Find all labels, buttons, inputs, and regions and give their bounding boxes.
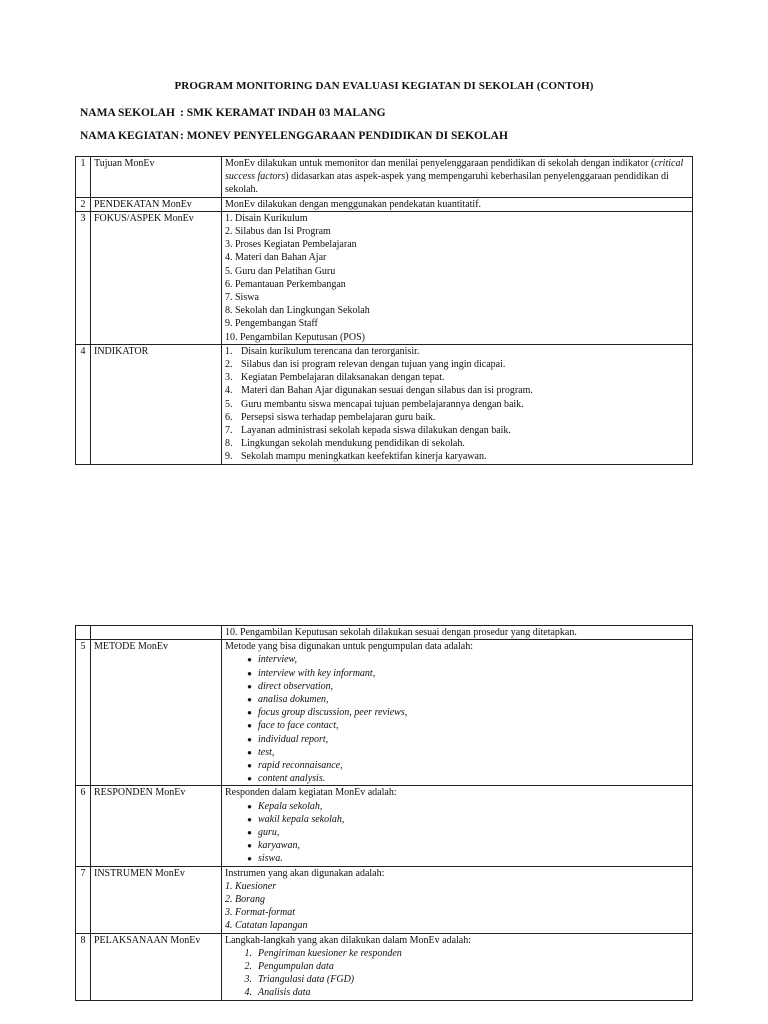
list-item bbox=[225, 772, 689, 785]
list-text: rapid reconnaisance, bbox=[258, 760, 343, 772]
list-number: 3. bbox=[225, 372, 233, 384]
bullet-icon: ● bbox=[247, 668, 252, 678]
list-text: Triangulasi data (FGD) bbox=[258, 974, 355, 986]
tujuan-text-a: MonEv dilakukan untuk memonitor dan menilai penyelenggaraan pendidikan di sekolah dengan indikator ( bbox=[225, 158, 655, 169]
row-content bbox=[222, 866, 693, 933]
list-item: 1. Kuesioner bbox=[225, 880, 277, 892]
list-number: 2. bbox=[244, 961, 252, 973]
row-content bbox=[222, 640, 693, 786]
list-number: 3. bbox=[244, 974, 252, 986]
row-number: 7 bbox=[76, 866, 91, 933]
row-content bbox=[222, 157, 693, 198]
row-number: 4 bbox=[76, 344, 91, 464]
list-item: 7. Siswa bbox=[225, 292, 259, 304]
table-row-pelaksanaan bbox=[76, 933, 693, 1000]
instrumen-intro: Instrumen yang akan digunakan adalah: bbox=[225, 867, 385, 879]
list-item bbox=[225, 973, 689, 986]
school-name-label: NAMA SEKOLAH bbox=[80, 107, 175, 119]
list-item bbox=[225, 358, 689, 371]
row-label: RESPONDEN MonEv bbox=[91, 786, 222, 866]
school-name-value: : SMK KERAMAT INDAH 03 MALANG bbox=[180, 107, 386, 119]
row-label: METODE MonEv bbox=[91, 640, 222, 786]
list-text: Layanan administrasi sekolah kepada siswa dilakukan dengan baik. bbox=[241, 425, 511, 437]
list-item bbox=[225, 424, 689, 437]
list-text: Guru membantu siswa mencapai tujuan pembelajarannya dengan baik. bbox=[241, 398, 524, 410]
bullet-icon: ● bbox=[247, 854, 252, 864]
list-item bbox=[225, 947, 689, 960]
list-item bbox=[225, 371, 689, 384]
monev-table-part-2 bbox=[75, 625, 693, 1001]
list-number: 5. bbox=[225, 398, 233, 410]
row-number-empty bbox=[76, 626, 91, 640]
list-text: Kegiatan Pembelajaran dilaksanakan dengan tepat. bbox=[241, 372, 445, 384]
row-label: Tujuan MonEv bbox=[91, 157, 222, 198]
bullet-icon: ● bbox=[247, 761, 252, 771]
bullet-icon: ● bbox=[247, 734, 252, 744]
table-row-metode bbox=[76, 640, 693, 786]
list-text: interview, bbox=[258, 654, 297, 666]
pelaksanaan-list bbox=[225, 947, 689, 1000]
row-label: INDIKATOR bbox=[91, 344, 222, 464]
list-number: 4. bbox=[244, 987, 252, 999]
list-text: interview with key informant, bbox=[258, 667, 376, 679]
list-item bbox=[225, 706, 689, 719]
row-content: MonEv dilakukan dengan menggunakan pendekatan kuantitatif. bbox=[222, 197, 693, 211]
list-item bbox=[225, 693, 689, 706]
list-number: 7. bbox=[225, 425, 233, 437]
list-item: 2. Silabus dan Isi Program bbox=[225, 226, 331, 238]
bullet-icon: ● bbox=[247, 774, 252, 784]
list-number: 1. bbox=[225, 345, 233, 357]
list-item bbox=[225, 680, 689, 693]
activity-name-line bbox=[80, 130, 508, 142]
list-number: 8. bbox=[225, 438, 233, 450]
list-text: Disain kurikulum terencana dan terorganisir. bbox=[241, 345, 420, 357]
list-item bbox=[225, 411, 689, 424]
list-text: content analysis. bbox=[258, 773, 326, 785]
list-item bbox=[225, 759, 689, 772]
list-item: 2. Borang bbox=[225, 894, 265, 906]
bullet-icon: ● bbox=[247, 721, 252, 731]
row-content bbox=[222, 933, 693, 1000]
row-number: 2 bbox=[76, 197, 91, 211]
list-number: 6. bbox=[225, 411, 233, 423]
bullet-icon: ● bbox=[247, 681, 252, 691]
metode-list bbox=[225, 653, 689, 785]
list-item bbox=[225, 667, 689, 680]
table-row-indikator bbox=[76, 344, 693, 464]
list-text: individual report, bbox=[258, 733, 329, 745]
list-item: 10. Pengambilan Keputusan (POS) bbox=[225, 331, 365, 343]
table-row-instrumen bbox=[76, 866, 693, 933]
list-item: 3. Format-format bbox=[225, 907, 295, 919]
list-item bbox=[225, 746, 689, 759]
list-item bbox=[225, 826, 689, 839]
list-text: Pengumpulan data bbox=[258, 961, 334, 973]
list-text: wakil kepala sekolah, bbox=[258, 813, 345, 825]
list-item bbox=[225, 437, 689, 450]
row-label: FOKUS/ASPEK MonEv bbox=[91, 211, 222, 344]
instrumen-list bbox=[225, 880, 689, 933]
table-row-pendekatan bbox=[76, 197, 693, 211]
list-text: guru, bbox=[258, 827, 280, 839]
table-row-tujuan bbox=[76, 157, 693, 198]
list-text: siswa. bbox=[258, 853, 283, 865]
list-number: 1. bbox=[244, 947, 252, 959]
bullet-icon: ● bbox=[247, 655, 252, 665]
activity-name-label: NAMA KEGIATAN bbox=[80, 130, 179, 142]
list-text: analisa dokumen, bbox=[258, 694, 329, 706]
list-text: face to face contact, bbox=[258, 720, 339, 732]
list-item bbox=[225, 653, 689, 666]
list-number: 4. bbox=[225, 385, 233, 397]
bullet-icon: ● bbox=[247, 695, 252, 705]
list-text: direct observation, bbox=[258, 680, 334, 692]
document-title: PROGRAM MONITORING DAN EVALUASI KEGIATAN DI SEKOLAH (CONTOH) bbox=[174, 80, 594, 92]
list-item bbox=[225, 450, 689, 463]
row-content bbox=[222, 344, 693, 464]
bullet-icon: ● bbox=[247, 828, 252, 838]
row-label: PELAKSANAAN MonEv bbox=[91, 933, 222, 1000]
list-item: 8. Sekolah dan Lingkungan Sekolah bbox=[225, 305, 370, 317]
list-item: 1. Disain Kurikulum bbox=[225, 212, 308, 224]
list-text: Analisis data bbox=[258, 987, 311, 999]
list-item: 4. Materi dan Bahan Ajar bbox=[225, 252, 327, 264]
list-item bbox=[225, 813, 689, 826]
list-text: karyawan, bbox=[258, 840, 300, 852]
bullet-icon: ● bbox=[247, 814, 252, 824]
pelaksanaan-intro: Langkah-langkah yang akan dilakukan dalam MonEv adalah: bbox=[225, 934, 472, 946]
list-item bbox=[225, 384, 689, 397]
tujuan-text-italic: critical success factors bbox=[225, 158, 684, 183]
list-item: 3. Proses Kegiatan Pembelajaran bbox=[225, 239, 357, 251]
row-content bbox=[222, 211, 693, 344]
bullet-icon: ● bbox=[247, 841, 252, 851]
list-item bbox=[225, 398, 689, 411]
bullet-icon: ● bbox=[247, 801, 252, 811]
table-row-responden bbox=[76, 786, 693, 866]
list-text: Sekolah mampu meningkatkan keefektifan kinerja karyawan. bbox=[241, 451, 487, 463]
list-item: 5. Guru dan Pelatihan Guru bbox=[225, 265, 336, 277]
row-number: 5 bbox=[76, 640, 91, 786]
activity-name-value: : MONEV PENYELENGGARAAN PENDIDIKAN DI SEKOLAH bbox=[180, 130, 508, 142]
metode-intro: Metode yang bisa digunakan untuk pengumpulan data adalah: bbox=[225, 641, 473, 653]
list-item: 9. Pengembangan Staff bbox=[225, 318, 318, 330]
indikator-list bbox=[225, 345, 689, 464]
list-item bbox=[225, 960, 689, 973]
list-text: test, bbox=[258, 746, 275, 758]
list-number: 9. bbox=[225, 451, 233, 463]
list-text: Silabus dan isi program relevan dengan tujuan yang ingin dicapai. bbox=[241, 359, 506, 371]
school-name-line bbox=[80, 107, 386, 119]
list-item: 4. Catatan lapangan bbox=[225, 920, 308, 932]
bullet-icon: ● bbox=[247, 747, 252, 757]
monev-table-part-1 bbox=[75, 156, 693, 465]
table-row-fokus bbox=[76, 211, 693, 344]
responden-intro: Responden dalam kegiatan MonEv adalah: bbox=[225, 787, 397, 799]
list-item bbox=[225, 800, 689, 813]
list-text: Pengiriman kuesioner ke responden bbox=[258, 947, 402, 959]
fokus-list bbox=[225, 212, 689, 344]
tujuan-text-b: ) didasarkan atas aspek-aspek yang mempengaruhi keberhasilan penyelenggaraan pendidikan di sekolah. bbox=[225, 171, 669, 196]
list-item bbox=[225, 852, 689, 865]
bullet-icon: ● bbox=[247, 708, 252, 718]
row-content: 10. Pengambilan Keputusan sekolah dilakukan sesuai dengan prosedur yang ditetapkan. bbox=[222, 626, 693, 640]
row-label: INSTRUMEN MonEv bbox=[91, 866, 222, 933]
list-item bbox=[225, 733, 689, 746]
list-text: focus group discussion, peer reviews, bbox=[258, 707, 408, 719]
list-item: 6. Pemantauan Perkembangan bbox=[225, 278, 346, 290]
list-item bbox=[225, 719, 689, 732]
row-number: 1 bbox=[76, 157, 91, 198]
list-text: Materi dan Bahan Ajar digunakan sesuai dengan silabus dan isi program. bbox=[241, 385, 533, 397]
list-item bbox=[225, 345, 689, 358]
row-number: 8 bbox=[76, 933, 91, 1000]
row-number: 3 bbox=[76, 211, 91, 344]
list-text: Lingkungan sekolah mendukung pendidikan di sekolah. bbox=[241, 438, 465, 450]
list-item bbox=[225, 839, 689, 852]
row-number: 6 bbox=[76, 786, 91, 866]
list-item bbox=[225, 986, 689, 999]
list-number: 2. bbox=[225, 359, 233, 371]
row-label: PENDEKATAN MonEv bbox=[91, 197, 222, 211]
row-content bbox=[222, 786, 693, 866]
table-row-indikator-continued bbox=[76, 626, 693, 640]
list-text: Kepala sekolah, bbox=[258, 800, 323, 812]
responden-list bbox=[225, 800, 689, 866]
row-label-empty bbox=[91, 626, 222, 640]
list-text: Persepsi siswa terhadap pembelajaran guru baik. bbox=[241, 411, 436, 423]
